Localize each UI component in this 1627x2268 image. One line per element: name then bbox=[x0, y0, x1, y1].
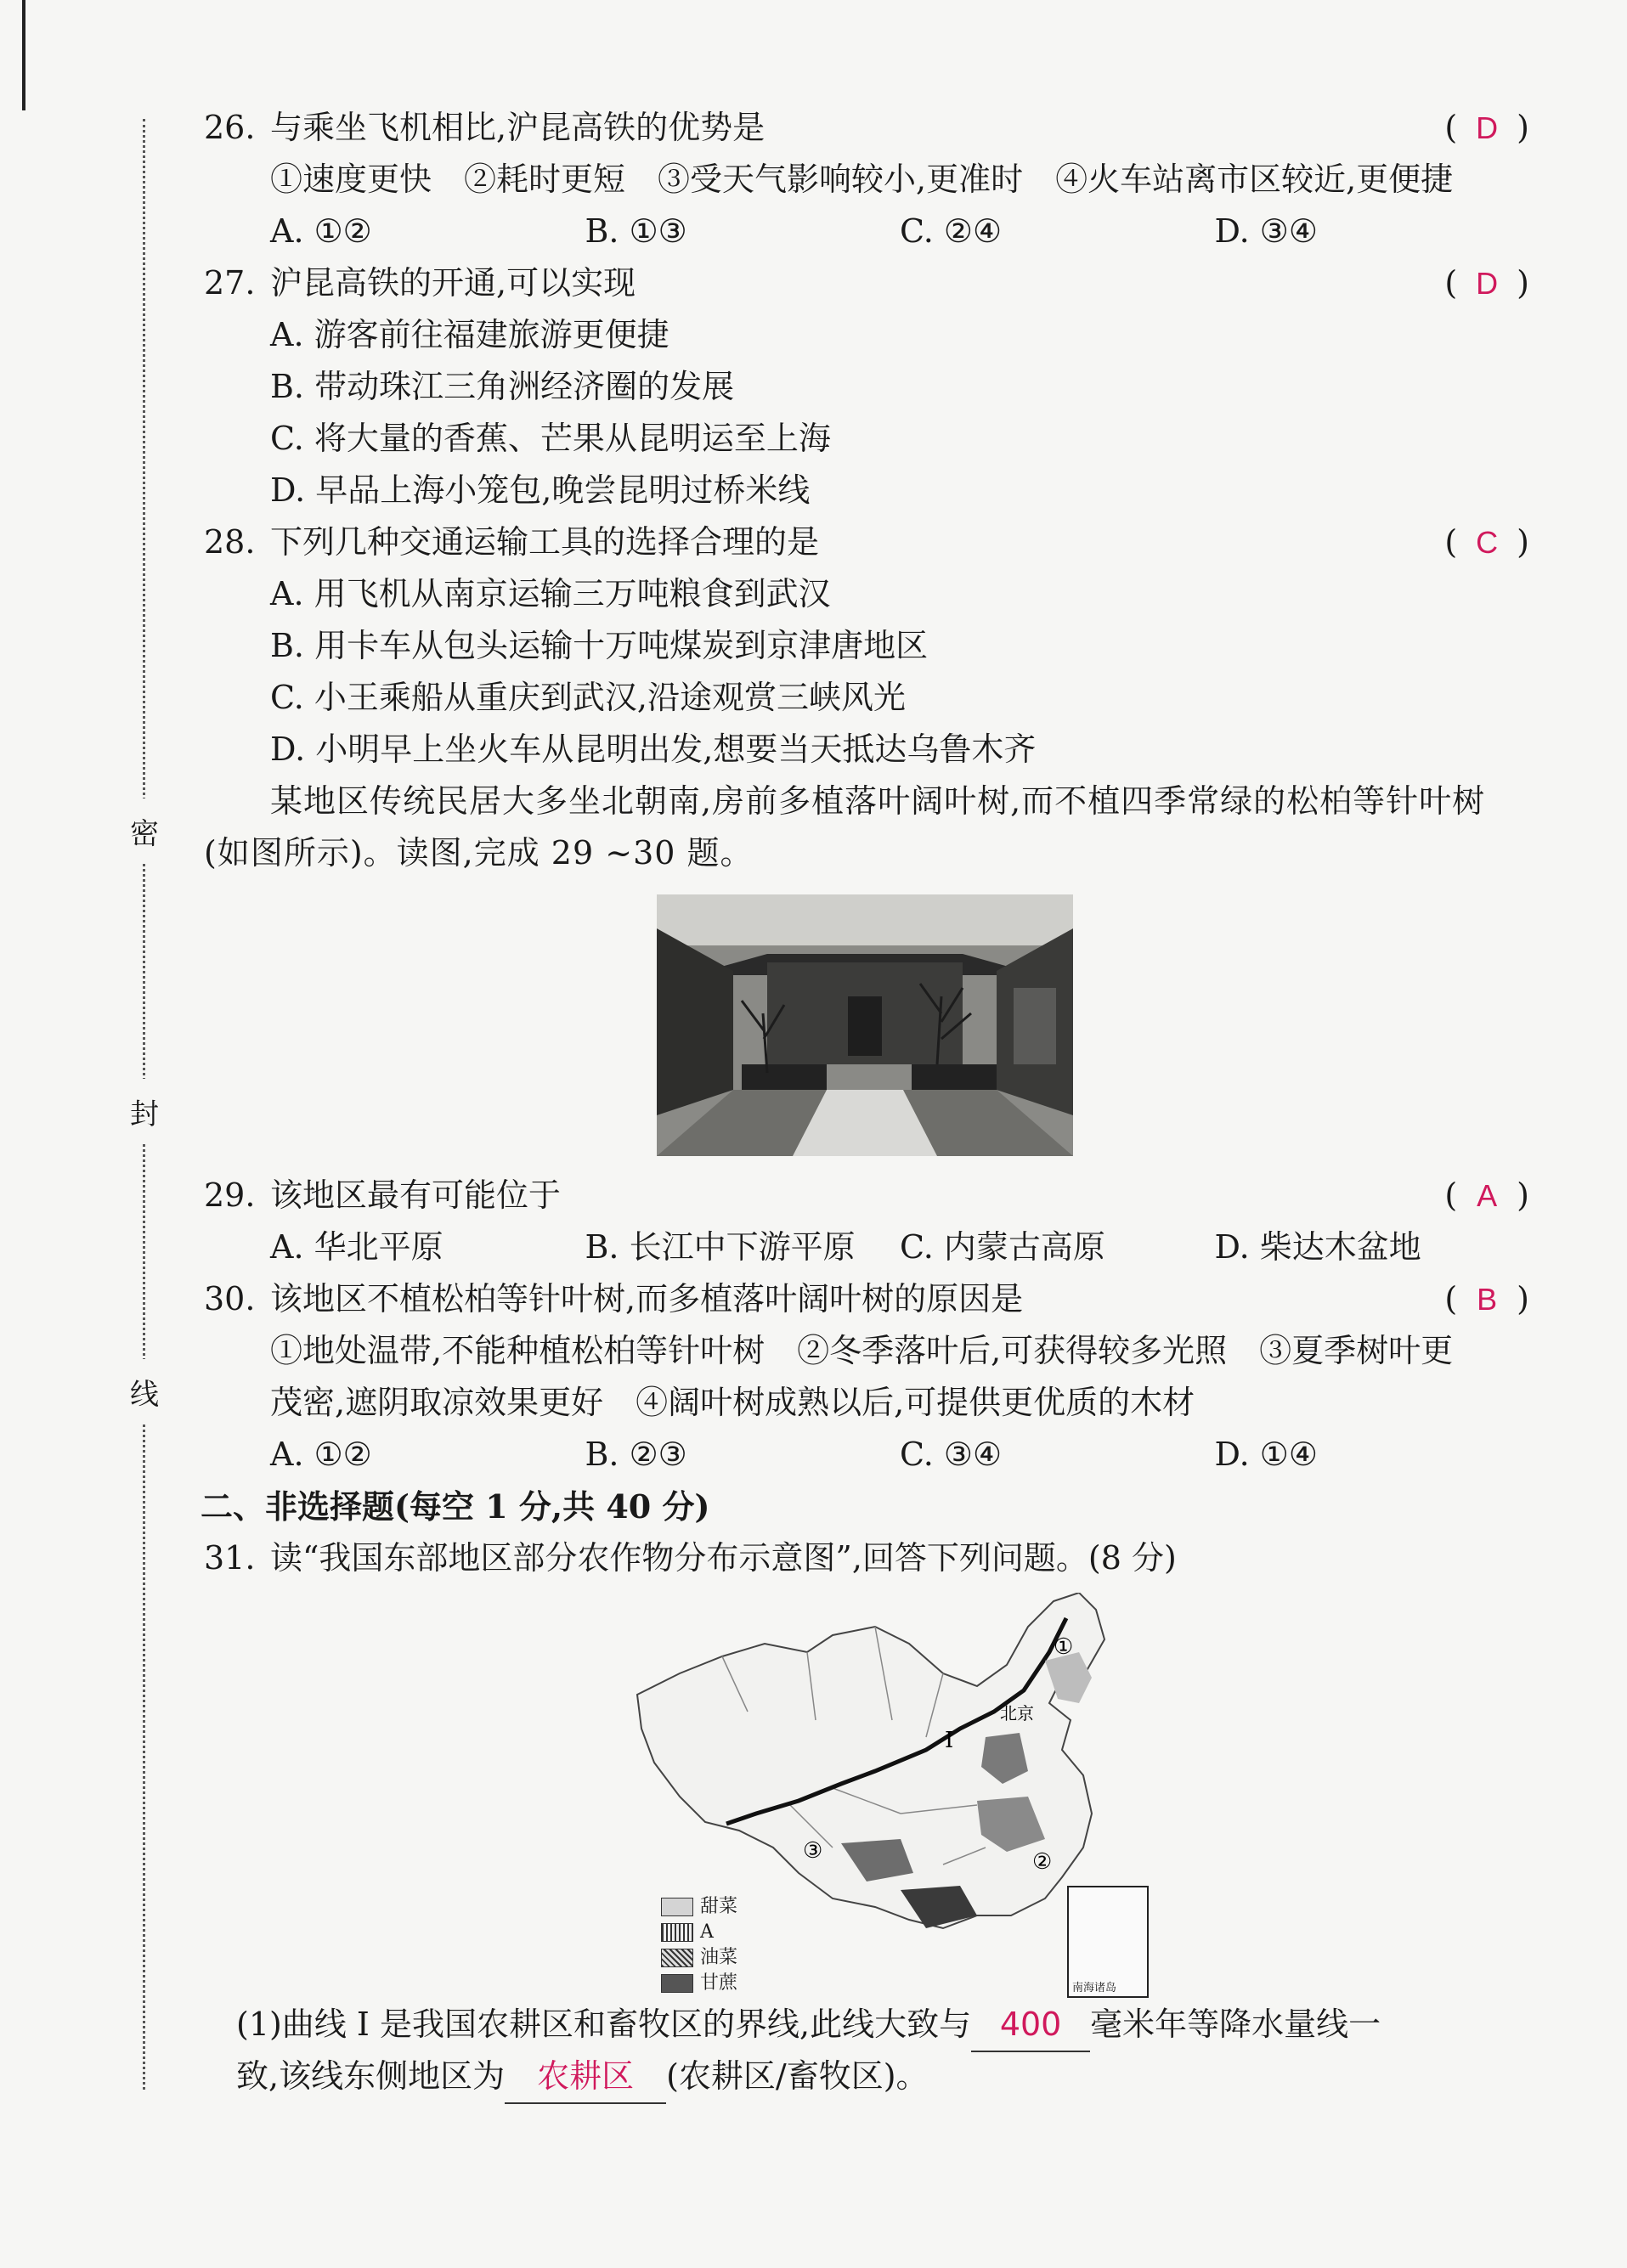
mark-3: ③ bbox=[803, 1838, 823, 1864]
page-edge bbox=[22, 0, 25, 110]
question-27 bbox=[204, 257, 1529, 309]
option-d: D. ③④ bbox=[1214, 212, 1318, 250]
option-b: B. 带动珠江三角洲经济圈的发展 bbox=[270, 368, 735, 405]
question-26 bbox=[204, 102, 1529, 154]
question-number: 29. bbox=[204, 1176, 256, 1214]
option-a: A. 华北平原 bbox=[270, 1228, 443, 1266]
curve-label: I bbox=[945, 1728, 954, 1753]
option-b: B. 长江中下游平原 bbox=[585, 1228, 856, 1266]
inset-label: 南海诸岛 bbox=[1072, 1982, 1117, 1994]
option-c: C. ②④ bbox=[900, 212, 1003, 250]
option-c: C. ③④ bbox=[900, 1436, 1003, 1473]
question-number: 28. bbox=[204, 523, 256, 561]
option-d: D. ①④ bbox=[1214, 1436, 1318, 1473]
option-a: A. ①② bbox=[270, 212, 372, 250]
option-a: A. 游客前往福建旅游更便捷 bbox=[270, 316, 669, 353]
courtyard-illustration bbox=[657, 894, 1073, 1156]
answer-mark: D bbox=[1476, 266, 1499, 301]
option-d: D. 柴达木盆地 bbox=[1214, 1228, 1421, 1266]
mark-2: ② bbox=[1032, 1849, 1053, 1875]
answer-bracket: ( D ) bbox=[1419, 102, 1529, 154]
map-legend bbox=[661, 1894, 737, 1996]
binding-char-xian: 线 bbox=[127, 1359, 161, 1425]
sub-question-1-cont: 致,该线东侧地区为 农耕区 (农耕区/畜牧区)。 bbox=[204, 2051, 1529, 2102]
legend-item: A bbox=[661, 1920, 737, 1945]
option-b: B. ①③ bbox=[585, 212, 687, 250]
sub-question-1: (1)曲线 I 是我国农耕区和畜牧区的界线,此线大致与 400 毫米年等降水量线一 bbox=[204, 1999, 1529, 2051]
question-stem: 该地区最有可能位于 bbox=[270, 1176, 562, 1214]
reading-passage: 某地区传统民居大多坐北朝南,房前多植落叶阔叶树,而不植四季常绿的松柏等针叶树(如图所示)。读图,完成 29 ~30 题。 bbox=[204, 782, 1486, 872]
answer-bracket: ( C ) bbox=[1419, 516, 1529, 568]
question-stem: 该地区不植松柏等针叶树,而多植落叶阔叶树的原因是 bbox=[270, 1280, 1024, 1317]
option-row bbox=[204, 1221, 1529, 1273]
option-row bbox=[204, 1429, 1529, 1481]
option-b: B. ②③ bbox=[585, 1436, 687, 1473]
binding-char-feng: 封 bbox=[127, 1079, 161, 1144]
option-c: C. 内蒙古高原 bbox=[900, 1228, 1105, 1266]
question-28 bbox=[204, 516, 1529, 568]
question-number: 30. bbox=[204, 1280, 256, 1317]
option-row bbox=[204, 206, 1529, 257]
option-a: A. 用飞机从南京运输三万吨粮食到武汉 bbox=[270, 575, 831, 612]
question-30 bbox=[204, 1273, 1529, 1325]
question-stem: 与乘坐飞机相比,沪昆高铁的优势是 bbox=[270, 109, 765, 146]
south-china-sea-inset bbox=[1067, 1886, 1149, 1998]
courtyard-photo bbox=[657, 894, 1073, 1156]
option-c: C. 小王乘船从重庆到武汉,沿途观赏三峡风光 bbox=[270, 679, 906, 716]
question-31 bbox=[204, 1532, 1529, 1584]
answer-blank-1[interactable]: 400 bbox=[971, 1999, 1090, 2052]
answer-mark: C bbox=[1476, 525, 1499, 560]
question-items-cont: 茂密,遮阴取凉效果更好 ④阔叶树成熟以后,可提供更优质的木材 bbox=[270, 1384, 1195, 1421]
legend-item: 甜菜 bbox=[661, 1894, 737, 1920]
option-d: D. 小明早上坐火车从昆明出发,想要当天抵达乌鲁木齐 bbox=[270, 731, 1037, 768]
question-stem: 读“我国东部地区部分农作物分布示意图”,回答下列问题。(8 分) bbox=[270, 1539, 1177, 1577]
question-29 bbox=[204, 1170, 1529, 1221]
question-items: ①速度更快 ②耗时更短 ③受天气影响较小,更准时 ④火车站离市区较近,更便捷 bbox=[270, 161, 1454, 198]
option-c: C. 将大量的香蕉、芒果从昆明运至上海 bbox=[270, 420, 831, 457]
answer-bracket: ( D ) bbox=[1419, 257, 1529, 309]
question-number: 26. bbox=[204, 109, 256, 146]
answer-mark: A bbox=[1477, 1178, 1498, 1213]
option-d: D. 早品上海小笼包,晚尝昆明过桥米线 bbox=[270, 471, 811, 509]
option-b: B. 用卡车从包头运输十万吨煤炭到京津唐地区 bbox=[270, 627, 929, 664]
legend-item: 甘蔗 bbox=[661, 1971, 737, 1996]
crop-distribution-map bbox=[620, 1593, 1198, 1994]
question-stem: 下列几种交通运输工具的选择合理的是 bbox=[270, 523, 820, 561]
legend-item: 油菜 bbox=[661, 1945, 737, 1971]
answer-mark: B bbox=[1477, 1282, 1498, 1317]
option-a: A. ①② bbox=[270, 1436, 372, 1473]
question-number: 27. bbox=[204, 264, 256, 302]
binding-char-mi: 密 bbox=[127, 798, 161, 864]
answer-bracket: ( A ) bbox=[1419, 1170, 1529, 1221]
answer-bracket: ( B ) bbox=[1419, 1273, 1529, 1325]
exam-content bbox=[201, 102, 1529, 2102]
section-title: 二、非选择题(每空 1 分,共 40 分) bbox=[201, 1487, 710, 1526]
question-items: ①地处温带,不能种植松柏等针叶树 ②冬季落叶后,可获得较多光照 ③夏季树叶更 bbox=[270, 1332, 1454, 1369]
question-number: 31. bbox=[204, 1539, 256, 1577]
answer-blank-2[interactable]: 农耕区 bbox=[505, 2051, 666, 2104]
mark-1: ① bbox=[1054, 1634, 1074, 1660]
answer-mark: D bbox=[1476, 110, 1499, 145]
question-stem: 沪昆高铁的开通,可以实现 bbox=[270, 264, 636, 302]
beijing-label: 北京 bbox=[1000, 1703, 1034, 1724]
